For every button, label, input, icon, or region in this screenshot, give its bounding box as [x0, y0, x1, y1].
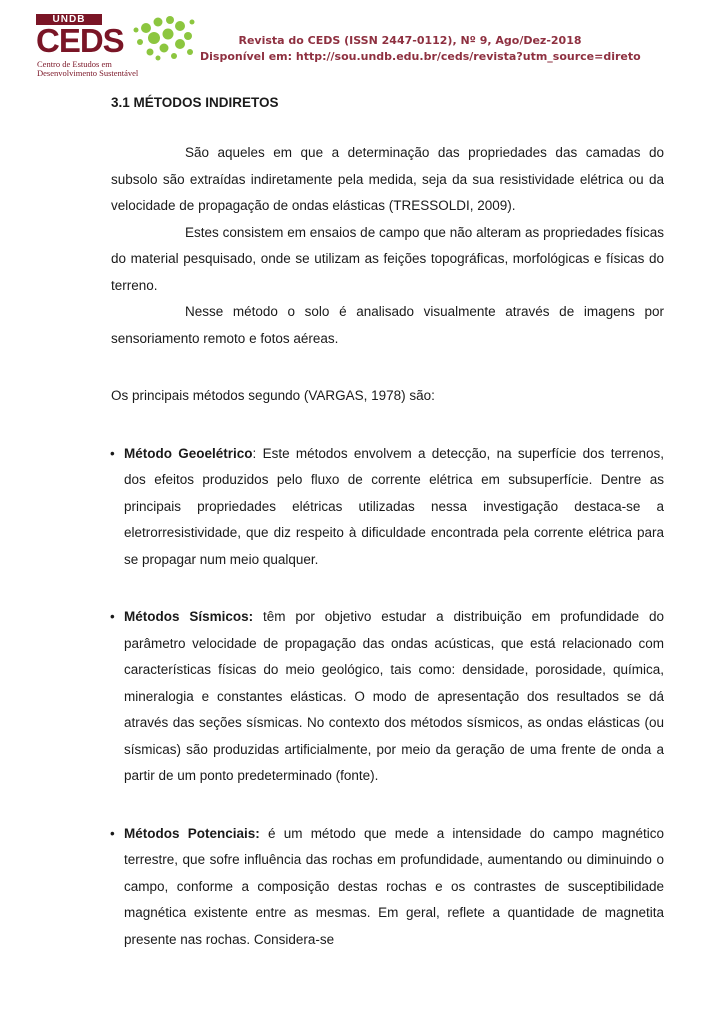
dots-icon: [128, 14, 198, 64]
list-item-text: : Este métodos envolvem a detecção, na superfície dos terrenos, dos efeitos produzidos pelo fluxo de corrente elétrica em subsuperfície. Dentre as principais propriedades elétricas utilizadas nessa investigação destaca-se a eletrorresistividade, que diz respeito à dificuldade encontrada pela corrente elétrica para se propagar num meio qualquer.: [124, 445, 664, 567]
logo-subtitle: Centro de Estudos em: [37, 59, 112, 69]
paragraph: São aqueles em que a determinação das propriedades das camadas do subsolo são extraídas indiretamente pela medida, seja da sua resistividade elétrica ou da velocidade de propagação de ondas elásticas (TRESSOLDI, 2009).: [111, 145, 664, 213]
list-item-text: têm por objetivo estudar a distribuição em profundidade do parâmetro velocidade de propagação das ondas acústicas, que está relacionado com características físicas do meio geológico, tais como: densidade, porosidade, química, mineralogia e constantes elásticas. O modo de apresentação dos resultados se dá através das seções sísmicas. No contexto dos métodos sísmicos, as ondas elásticas (ou sísmicas) são produzidas artificialmente, por meio da geração de uma frente de onda a partir de um ponto predeterminado (fonte).: [124, 609, 664, 783]
undb-badge: UNDB: [36, 14, 102, 25]
ceds-logo: [36, 14, 196, 80]
list-intro: Os principais métodos segundo (VARGAS, 1978) são:: [111, 388, 435, 403]
document-body: [111, 92, 664, 953]
journal-citation: Revista do CEDS (ISSN 2447-0112), Nº 9, Ago/Dez-2018: [238, 34, 582, 47]
paragraph: Estes consistem em ensaios de campo que não alteram as propriedades físicas do material pesquisado, onde se utilizam as feições topográficas, morfológicas e físicas do terreno.: [111, 224, 664, 293]
list-item-term: Métodos Potenciais:: [124, 825, 260, 841]
list-item-term: Métodos Sísmicos:: [124, 609, 254, 624]
ceds-wordmark: CEDS: [36, 22, 124, 59]
bullet-icon: •: [110, 825, 115, 841]
list-item: [111, 604, 664, 790]
list-item-text: é um método que mede a intensidade do campo magnético terrestre, que sofre influência das rochas em profundidade, aumentando ou diminuindo o campo, conforme a composição destas rochas e os contrastes de susceptibilidade magnética existente entre as mesmas. Em geral, reflete a quantidade de magnetita presente nas rochas. Considera-se: [124, 825, 664, 947]
bullet-icon: •: [110, 609, 115, 624]
list-item: [111, 821, 664, 954]
paragraph: Nesse método o solo é analisado visualmente através de imagens por sensoriamento remoto e fotos aéreas.: [111, 304, 664, 346]
list-item-term: Método Geoelétrico: [124, 445, 253, 461]
logo-subtitle: Desenvolvimento Sustentável: [37, 68, 139, 78]
list-item: [111, 441, 664, 574]
bullet-icon: •: [110, 445, 115, 461]
journal-url: Disponível em: http://sou.undb.edu.br/ceds/revista?utm_source=direto: [200, 50, 641, 63]
section-heading: 3.1 MÉTODOS INDIRETOS: [111, 95, 279, 110]
journal-info: [200, 33, 641, 65]
page-header: [0, 0, 724, 86]
